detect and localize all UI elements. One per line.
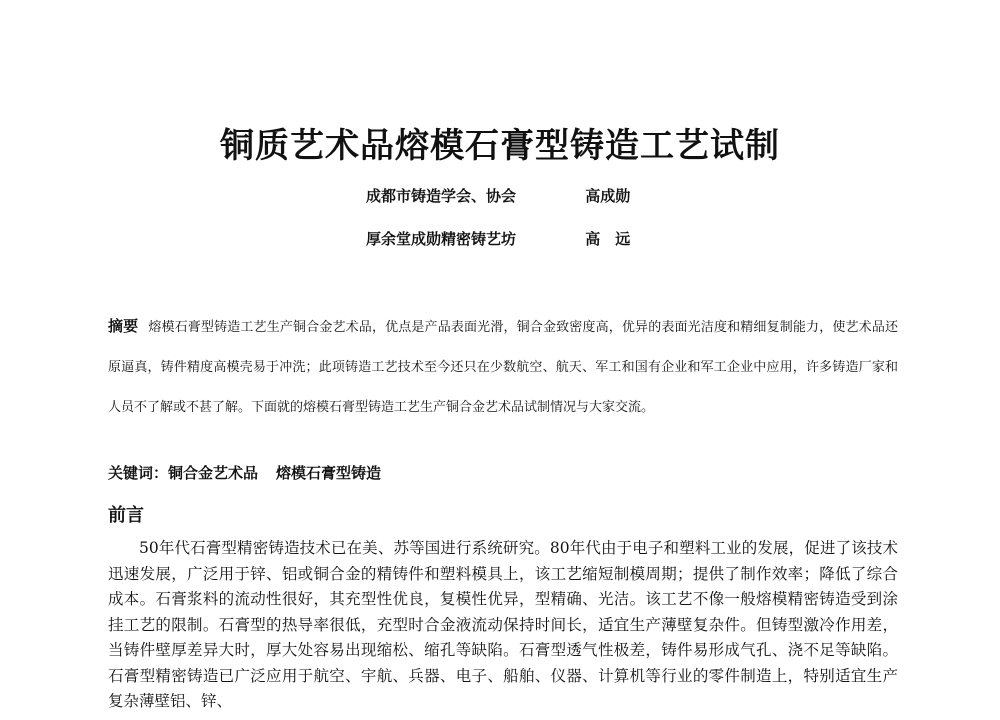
keywords-label: 关键词：: [108, 464, 169, 482]
paper-title: 铜质艺术品熔模石膏型铸造工艺试制: [220, 126, 780, 166]
author-line-1: [366, 186, 666, 206]
abstract-text: 熔模石膏型铸造工艺生产铜合金艺术品，优点是产品表面光滑，铜合金致密度高，优异的表面光洁度和精细复制能力，使艺术品还原逼真，铸件精度高模壳易于冲洗；此项铸造工艺技术至今还只在少数航空、航天、军工和国有企业和军工企业中应用，许多铸造厂家和人员不了解或不甚了解。下面就的熔模石膏型铸造工艺生产铜合金艺术品试制情况与大家交流。: [108, 320, 898, 415]
abstract-label: 摘要: [108, 317, 139, 335]
author-line-2: [366, 229, 666, 249]
keywords: [108, 462, 898, 484]
author-name: 高成勋: [585, 187, 631, 205]
author-organization: 成都市铸造学会、协会: [366, 187, 517, 205]
author-organization: 厚余堂成勋精密铸艺坊: [366, 230, 517, 248]
author-name: 高 远: [585, 230, 631, 248]
abstract: [108, 306, 898, 428]
keyword-item: 铜合金艺术品: [168, 464, 259, 482]
keyword-item: 熔模石膏型铸造: [276, 464, 382, 482]
section-heading-preface: 前言: [108, 505, 144, 526]
preface-paragraph: 50年代石膏型精密铸造技术已在美、苏等国进行系统研究。80年代由于电子和塑料工业的发展，促进了该技术迅速发展，广泛用于锌、铝或铜合金的精铸件和塑料模具上，该工艺缩短制模周期；提供了制作效率；降低了综合成本。石膏浆料的流动性很好，其充型性优良，复模性优异，型精确、光洁。该工艺不像一般熔模精密铸造受到涂挂工艺的限制。石膏型的热导率很低，充型时合金液流动保持时间长，适宜生产薄壁复杂件。但铸型激冷作用差，当铸件壁厚差异大时，厚大处容易出现缩松、缩孔等缺陷。石膏型透气性极差，铸件易形成气孔、浇不足等缺陷。石膏型精密铸造已广泛应用于航空、宇航、兵器、电子、船舶、仪器、计算机等行业的零件制造上，特别适宜生产复杂薄壁铝、锌、: [108, 539, 898, 710]
